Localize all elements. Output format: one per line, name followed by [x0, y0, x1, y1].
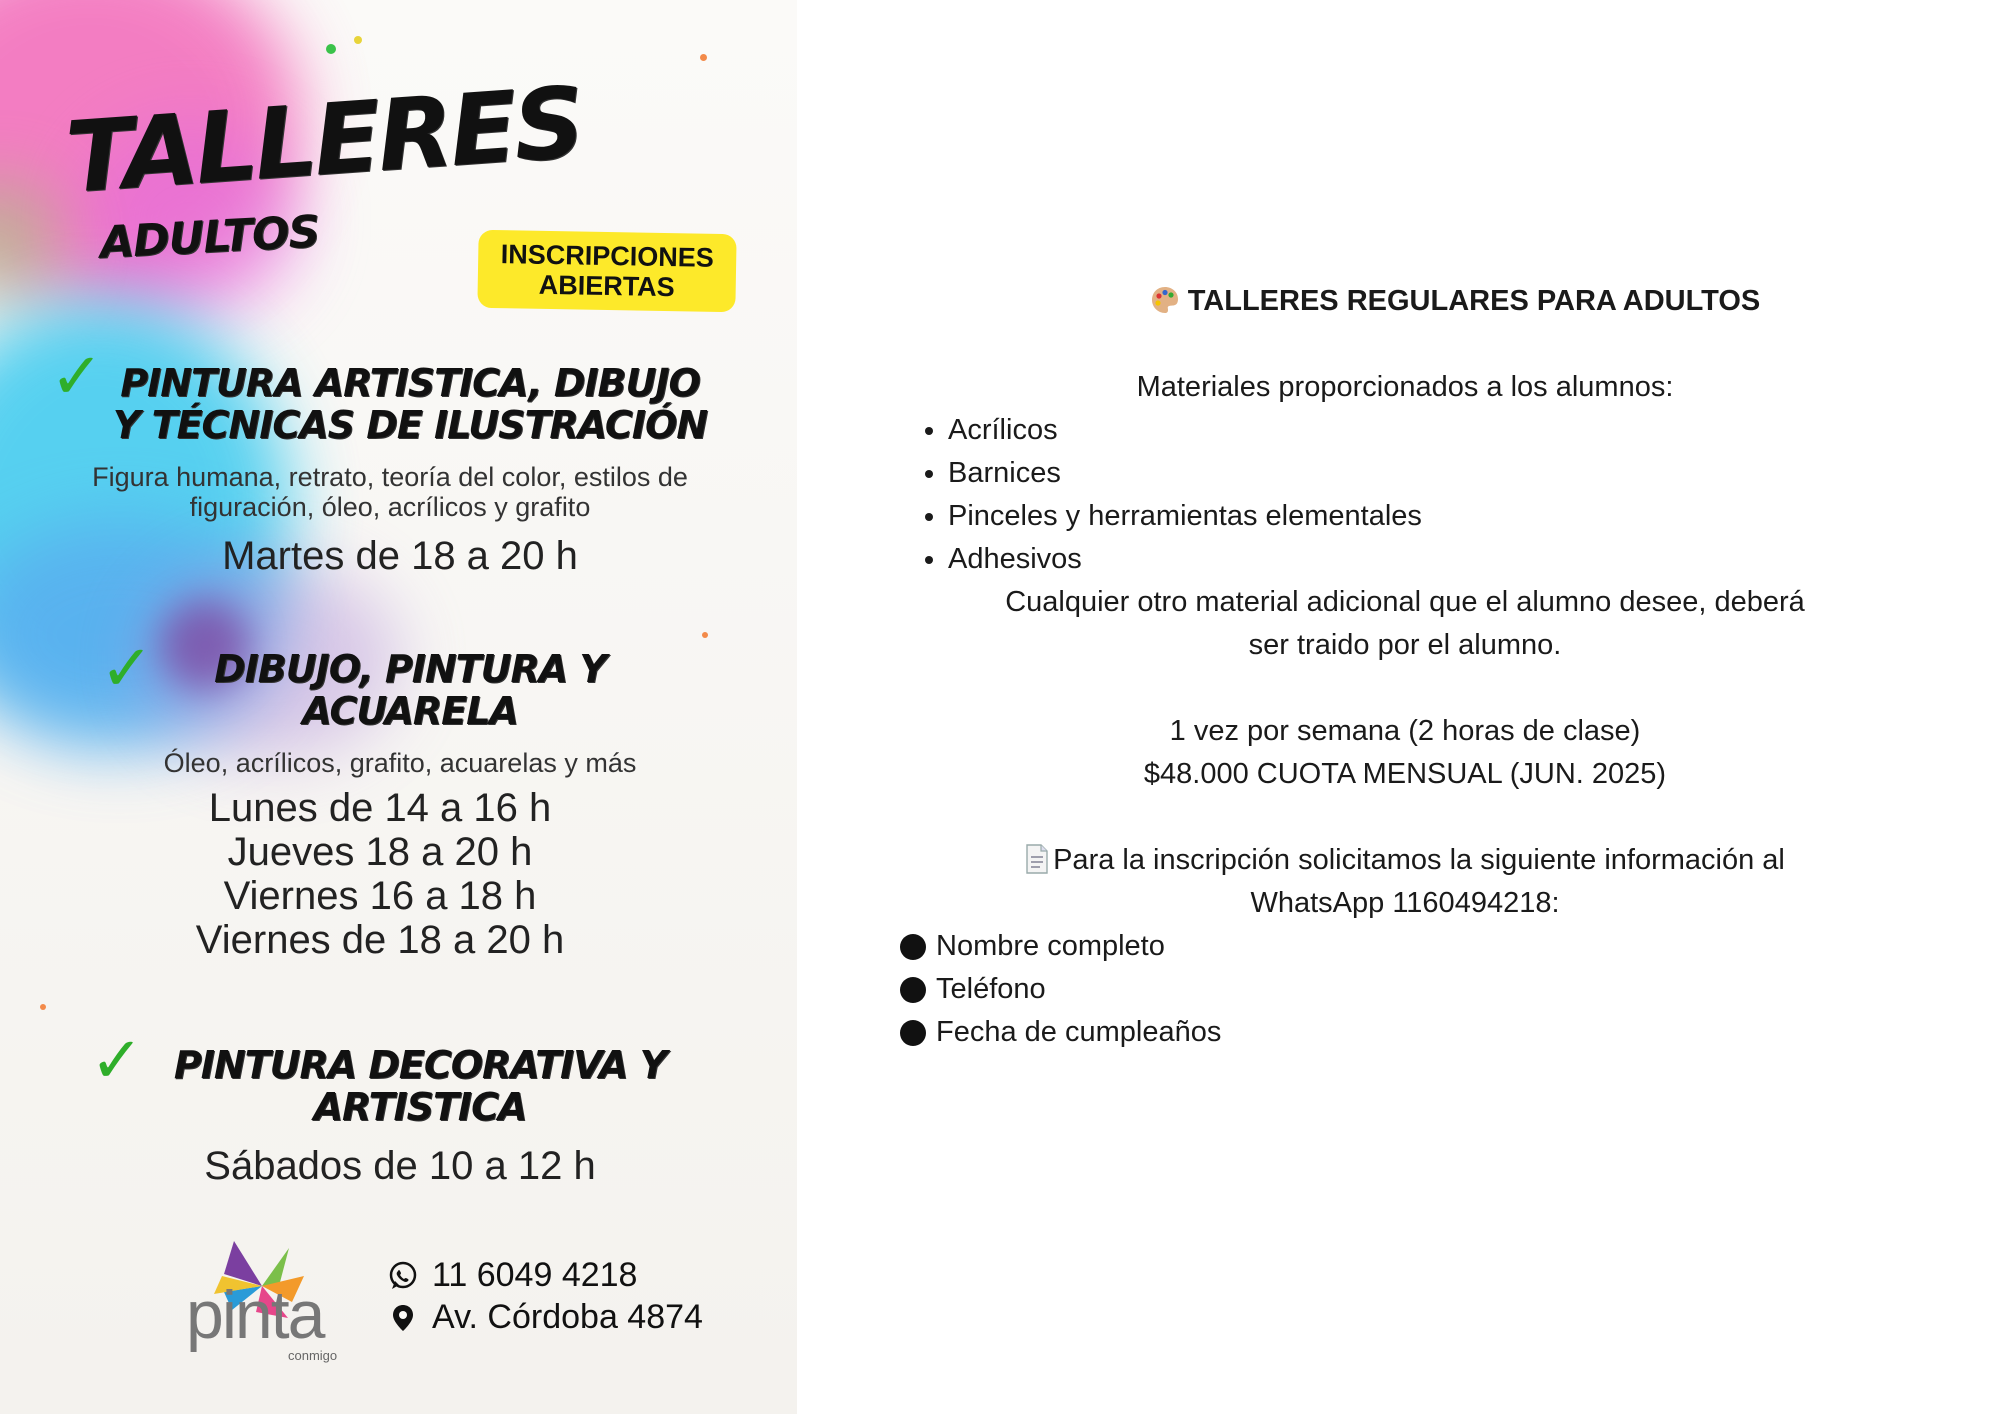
- workshop-details: [900, 280, 1910, 1054]
- workshop-2-title: [160, 648, 660, 732]
- badge-line-1: INSCRIPCIONES: [500, 239, 715, 273]
- bullet-dot-icon: [900, 1020, 926, 1046]
- logo-subtitle: conmigo: [288, 1348, 338, 1363]
- workshop-1-description-line-1: Figura humana, retrato, teoría del color, estilos de: [92, 462, 688, 492]
- workshop-2-title-line-1: DIBUJO, PINTURA Y: [214, 647, 606, 691]
- registration-line-2: WhatsApp 1160494218:: [1250, 887, 1560, 919]
- list-item: • Adhesivos: [948, 538, 1910, 581]
- contact-address: [388, 1298, 703, 1337]
- materials-intro: Materiales proporcionados a los alumnos:: [1136, 371, 1674, 403]
- required-info-label: Teléfono: [936, 973, 1046, 1005]
- contact-phone: [388, 1256, 637, 1295]
- paint-dot: [40, 1004, 46, 1010]
- list-item: [900, 925, 1910, 968]
- details-title: [1000, 280, 1910, 323]
- location-pin-icon: [388, 1303, 418, 1333]
- logo-wordmark: pinta: [186, 1277, 324, 1353]
- document-icon: [1025, 844, 1049, 874]
- additional-note-line-1: Cualquier otro material adicional que el alumno desee, deberá: [1005, 586, 1805, 618]
- registration-line-1-text: Para la inscripción solicitamos la siguiente información al: [1053, 844, 1785, 876]
- paint-dot: [702, 632, 708, 638]
- list-item: • Barnices: [948, 452, 1910, 495]
- palette-icon: [1150, 285, 1180, 315]
- paint-dot: [700, 54, 707, 61]
- additional-note-line-2: ser traido por el alumno.: [1248, 629, 1562, 661]
- checkmark-icon: ✓: [90, 1024, 144, 1098]
- flyer-title: TALLERES: [62, 66, 586, 216]
- schedule-line: Sábados de 10 a 12 h: [204, 1144, 596, 1188]
- workshop-1-description-line-2: figuración, óleo, acrílicos y grafito: [189, 492, 591, 522]
- workshop-3-title: [140, 1044, 700, 1128]
- workshop-flyer: [0, 0, 797, 1414]
- workshop-3-title-line-1: PINTURA DECORATIVA Y: [173, 1043, 667, 1087]
- list-item: • Acrílicos: [948, 409, 1910, 452]
- workshop-2-description: [80, 748, 720, 778]
- workshop-1-title-line-2: Y TÉCNICAS DE ILUSTRACIÓN: [112, 403, 708, 447]
- monthly-fee: $48.000 CUOTA MENSUAL (JUN. 2025): [1143, 758, 1667, 790]
- list-item: [900, 1011, 1910, 1054]
- workshop-3-schedule: [0, 1144, 797, 1188]
- bullet-dot-icon: [900, 977, 926, 1003]
- workshop-1-title-line-1: PINTURA ARTISTICA, DIBUJO: [120, 361, 700, 405]
- workshop-2-schedule: [0, 786, 760, 962]
- required-info-label: Fecha de cumpleaños: [936, 1016, 1222, 1048]
- registration-line-1: [900, 839, 1910, 882]
- workshop-1-schedule: [0, 534, 797, 578]
- list-item: • Pinceles y herramientas elementales: [948, 495, 1910, 538]
- paint-dot: [354, 36, 362, 44]
- bullet-dot-icon: [900, 934, 926, 960]
- checkmark-icon: ✓: [50, 340, 104, 414]
- schedule-line: Martes de 18 a 20 h: [222, 534, 578, 578]
- phone-number: 11 6049 4218: [432, 1256, 638, 1294]
- additional-materials-note: [900, 581, 1910, 667]
- schedule-line: Viernes de 18 a 20 h: [195, 918, 565, 962]
- workshop-1-title: [110, 362, 710, 446]
- registration-open-badge: [477, 230, 736, 312]
- registration-instructions: [900, 839, 1910, 925]
- workshop-3-title-line-2: ARTISTICA: [313, 1085, 527, 1129]
- schedule-line: Lunes de 14 a 16 h: [208, 786, 552, 830]
- badge-line-2: ABIERTAS: [538, 269, 675, 303]
- schedule-line: Viernes 16 a 18 h: [223, 874, 537, 918]
- list-item: [900, 968, 1910, 1011]
- flyer-subtitle: ADULTOS: [98, 206, 321, 269]
- class-frequency: 1 vez por semana (2 horas de clase): [1169, 715, 1641, 747]
- workshop-2-title-line-2: ACUARELA: [302, 689, 518, 733]
- whatsapp-icon: [388, 1261, 418, 1291]
- paint-dot: [326, 44, 336, 54]
- address: Av. Córdoba 4874: [432, 1298, 703, 1336]
- workshop-1-description: [30, 462, 750, 522]
- details-title-text: TALLERES REGULARES PARA ADULTOS: [1187, 285, 1761, 317]
- schedule-line: Jueves 18 a 20 h: [227, 830, 533, 874]
- checkmark-icon: ✓: [100, 632, 154, 706]
- required-info-label: Nombre completo: [936, 930, 1165, 962]
- workshop-2-description-line-1: Óleo, acrílicos, grafito, acuarelas y más: [163, 748, 637, 778]
- materials-list: [900, 409, 1910, 581]
- required-info-list: [900, 925, 1910, 1054]
